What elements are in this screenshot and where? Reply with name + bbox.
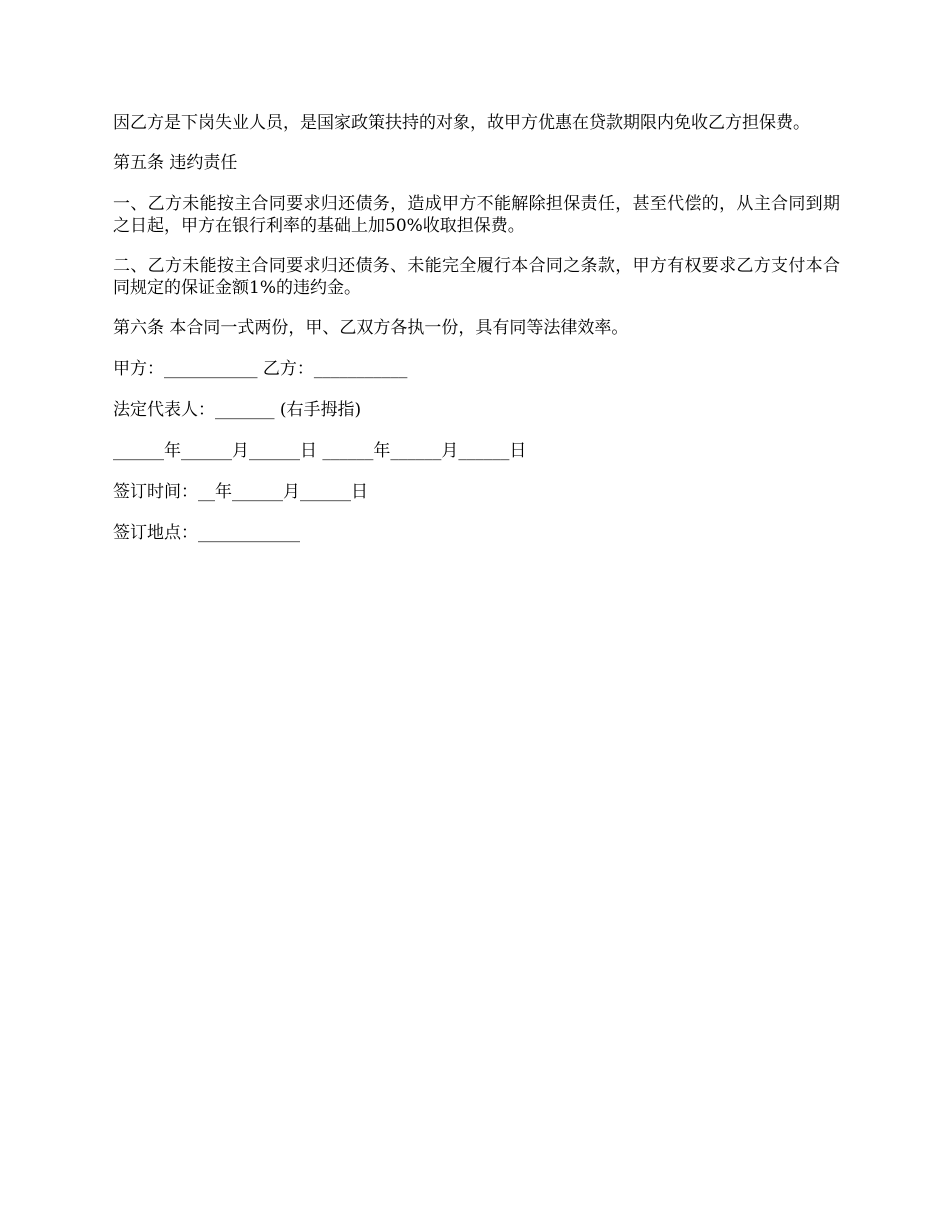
paragraph-article-6: 第六条 本合同一式两份，甲、乙双方各执一份，具有同等法律效率。 — [113, 318, 629, 338]
paragraph-breach-clause-1: 一、乙方未能按主合同要求归还债务，造成甲方不能解除担保责任，甚至代偿的，从主合同到期之日起，甲方在银行利率的基础上加50%收取担保费。 — [113, 194, 840, 236]
legal-representative-line: 法定代表人：_______ (右手拇指) — [113, 400, 362, 420]
document-page — [113, 112, 840, 563]
signing-place-line: 签订地点：____________ — [113, 523, 300, 543]
paragraph-guarantee-fee-waiver: 因乙方是下岗失业人员，是国家政策扶持的对象，故甲方优惠在贷款期限内免收乙方担保费。 — [113, 113, 810, 133]
paragraph-breach-clause-2: 二、乙方未能按主合同要求归还债务、未能完全履行本合同之条款，甲方有权要求乙方支付本合同规定的保证金额1%的违约金。 — [113, 256, 840, 298]
section-heading-article-5: 第五条 违约责任 — [113, 153, 238, 173]
signing-time-line: 签订时间：__年______月______日 — [113, 482, 368, 502]
signature-parties-line: 甲方：___________ 乙方：___________ — [113, 359, 408, 379]
signature-dates-line: ______年______月______日 ______年______月______日 — [113, 441, 527, 461]
